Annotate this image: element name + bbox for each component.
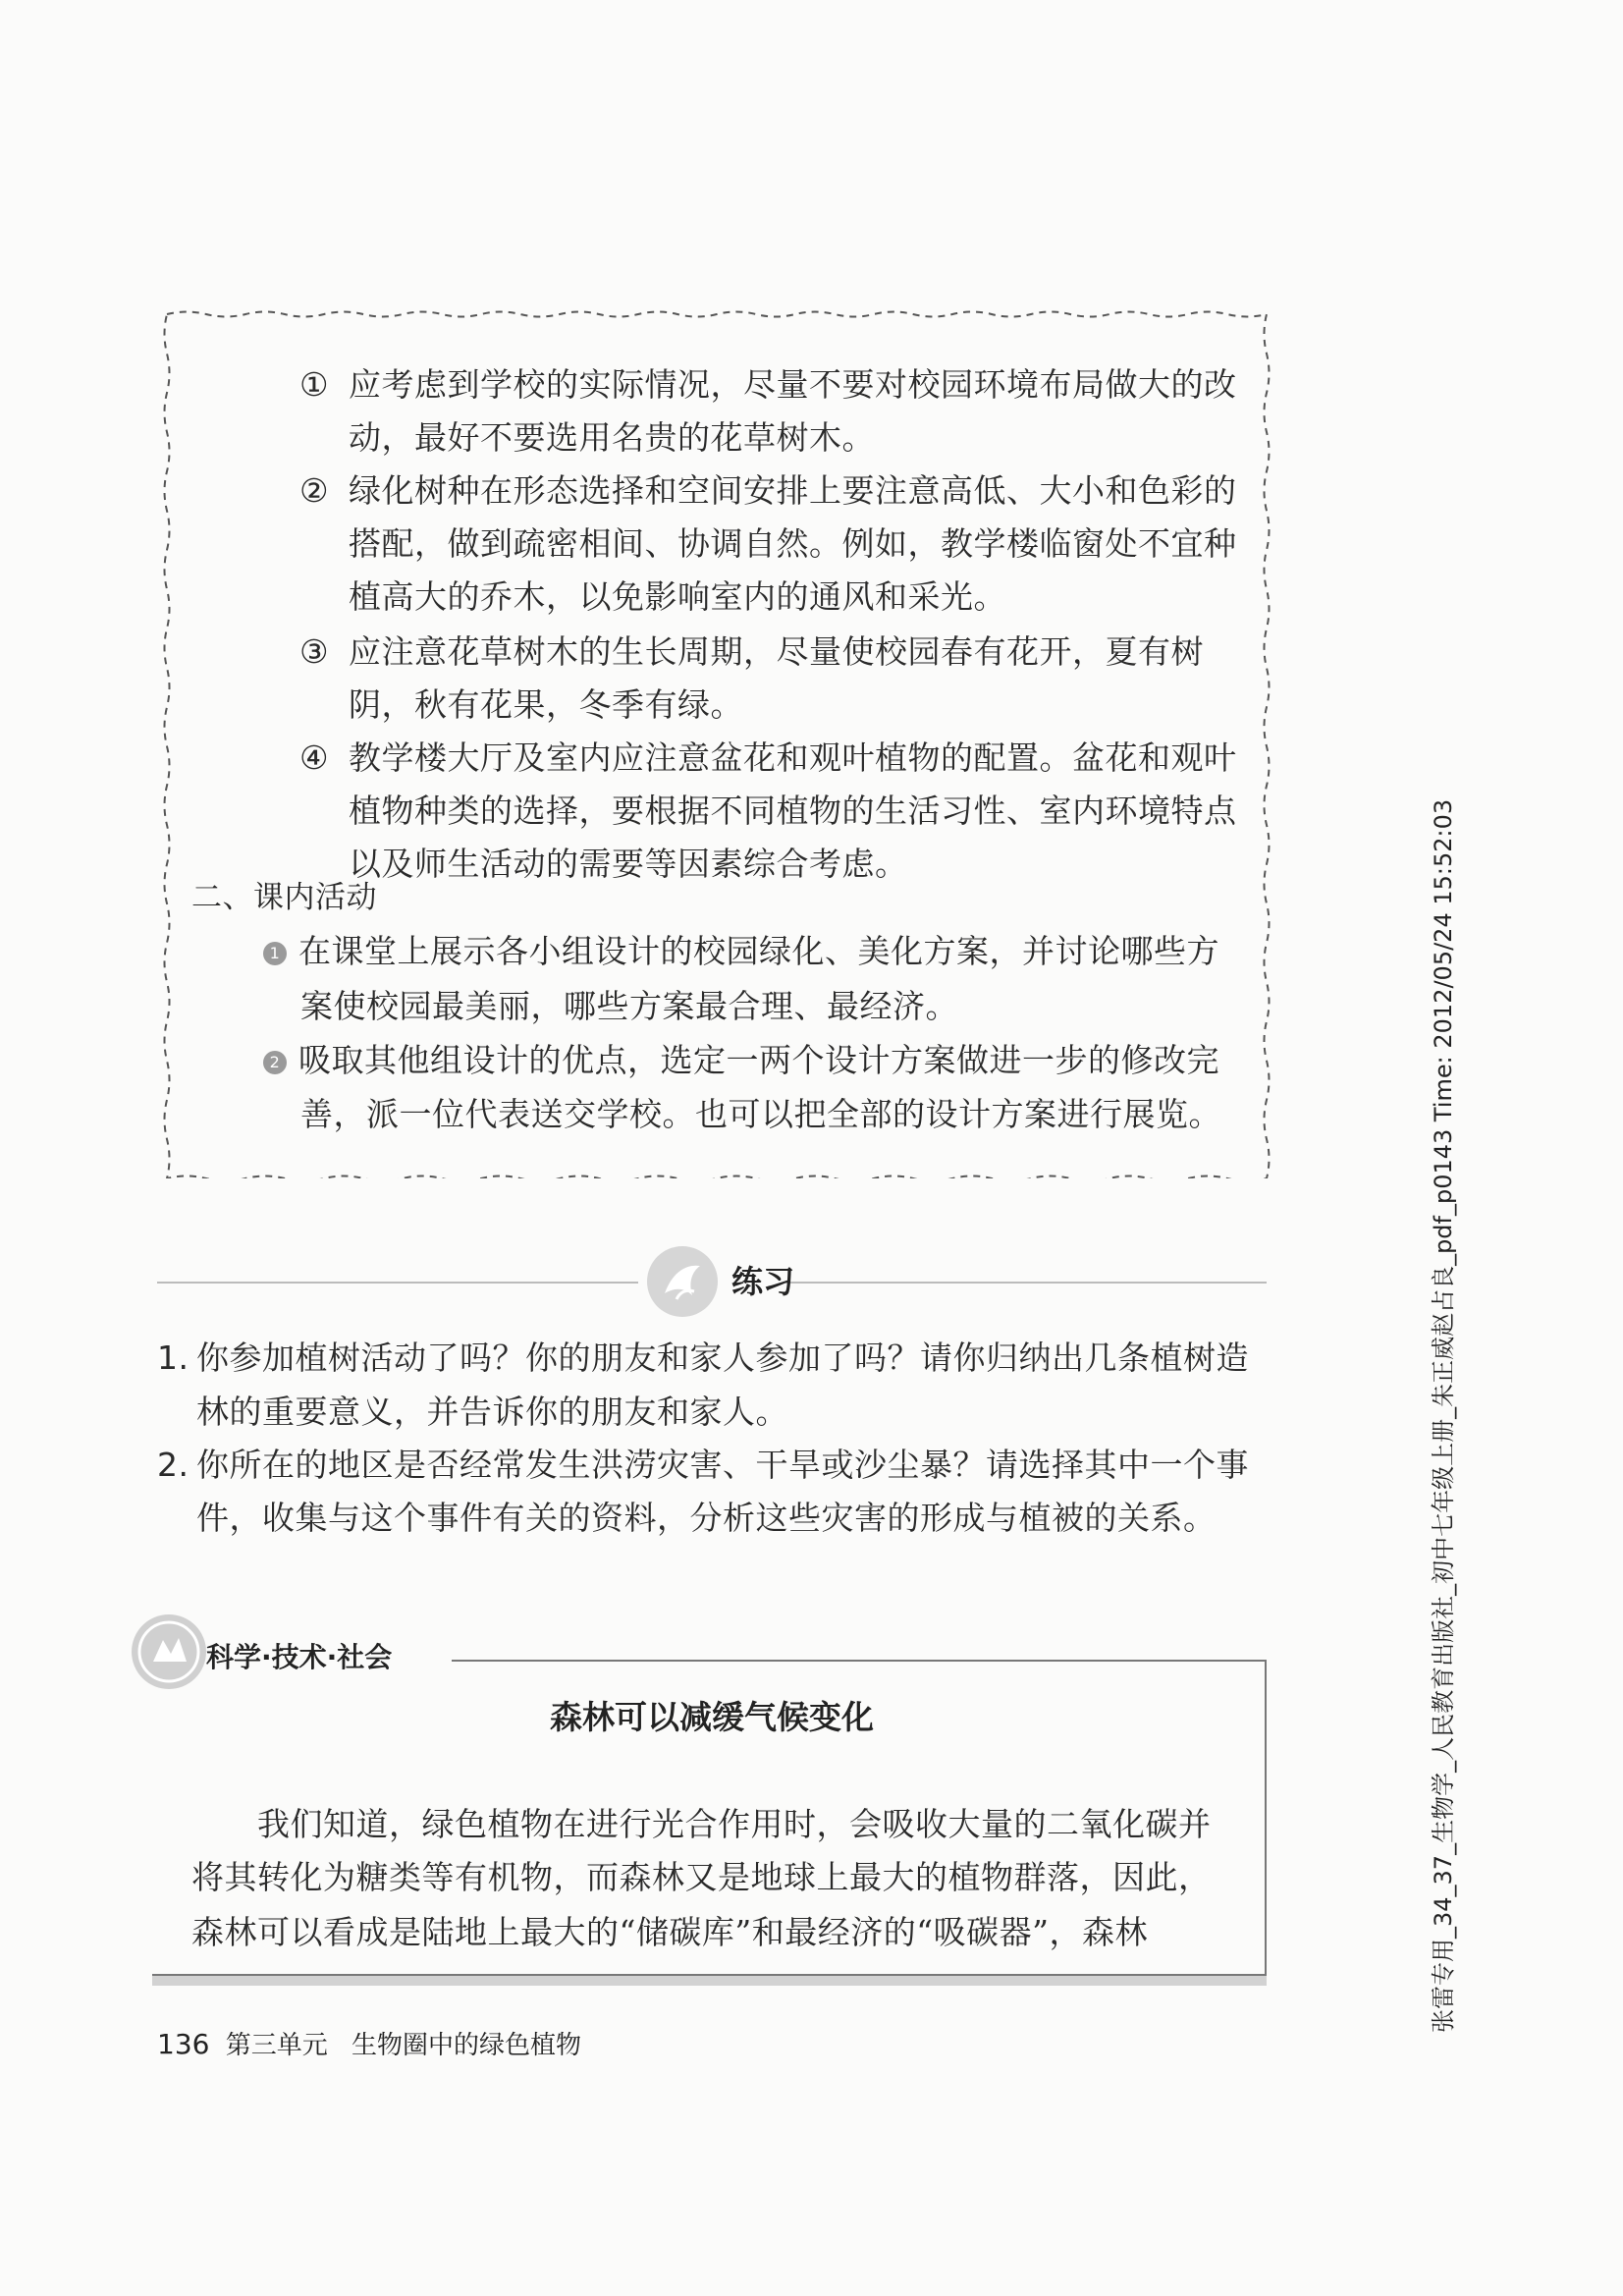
activity-item-2-line-2: 善，派一位代表送交学校。也可以把全部的设计方案进行展览。 — [300, 1095, 1221, 1133]
unit-label: 第三单元 — [225, 2031, 328, 2060]
exercise-item-2-line-1: 2. 你所在的地区是否经常发生洪涝灾害、干旱或沙尘暴？请选择其中一个事 — [157, 1444, 1249, 1487]
page-number: 136 — [157, 2028, 210, 2060]
sts-paragraph-line-2: 将其转化为糖类等有机物，而森林又是地球上最大的植物群落，因此， — [191, 1858, 1212, 1896]
guideline-item-1-line-1: ① 应考虑到学校的实际情况，尽量不要对校园环境布局做大的改 — [299, 363, 1237, 407]
number-bullet: 2 — [263, 1051, 287, 1074]
guideline-item-2-line-2: 搭配，做到疏密相间、协调自然。例如，教学楼临窗处不宜种 — [349, 524, 1237, 563]
exercise-title: 练习 — [731, 1263, 795, 1300]
guideline-marker: ④ — [299, 738, 330, 777]
guideline-item-2-line-1: ② 绿化树种在形态选择和空间安排上要注意高低、大小和色彩的 — [299, 469, 1237, 513]
guideline-item-3-line-1: ③ 应注意花草树木的生长周期，尽量使校园春有花开，夏有树 — [299, 630, 1204, 674]
exercise-number: 1. — [157, 1339, 189, 1377]
guideline-item-3-line-2: 阴，秋有花果，冬季有绿。 — [349, 685, 743, 724]
exercise-item-2-line-2: 件，收集与这个事件有关的资料，分析这些灾害的形成与植被的关系。 — [196, 1499, 1217, 1537]
sts-section-icon — [128, 1611, 210, 1693]
exercise-number: 2. — [157, 1446, 189, 1484]
exercise-item-1-line-2: 林的重要意义，并告诉你的朋友和家人。 — [196, 1393, 788, 1431]
sts-paragraph-line-3: 森林可以看成是陆地上最大的“储碳库”和最经济的“吸碳器”，森林 — [191, 1913, 1148, 1951]
activity-item-1-line-1: 1 在课堂上展示各小组设计的校园绿化、美化方案，并讨论哪些方 — [263, 930, 1219, 973]
activity-heading: 二、课内活动 — [191, 880, 377, 915]
guideline-item-4-line-3: 以及师生活动的需要等因素综合考虑。 — [349, 845, 908, 883]
guideline-marker: ① — [299, 365, 330, 404]
guideline-marker: ② — [299, 471, 330, 510]
chapter-label: 生物圈中的绿色植物 — [352, 2031, 582, 2060]
exercise-rule-right — [785, 1282, 1267, 1284]
guideline-item-4-line-2: 植物种类的选择，要根据不同植物的生活习性、室内环境特点 — [349, 792, 1237, 830]
exercise-rule-left — [157, 1282, 638, 1284]
page-footer — [157, 2027, 581, 2063]
scan-side-note: 张雷专用_34_37_生物学_人民教育出版社_初中七年级上册_朱正威赵占良_pdf_p0143 Time: 2012/05/24 15:52:03 — [1430, 798, 1457, 2033]
sts-top-rule — [452, 1660, 1267, 1662]
sts-section-label: 科学·技术·社会 — [206, 1641, 393, 1673]
guideline-item-1-line-2: 动，最好不要选用名贵的花草树木。 — [349, 418, 875, 457]
sts-article-title: 森林可以减缓气候变化 — [550, 1698, 874, 1736]
activity-item-2-line-1: 2 吸取其他组设计的优点，选定一两个设计方案做进一步的修改完 — [263, 1039, 1219, 1082]
activity-item-1-line-2: 案使校园最美丽，哪些方案最合理、最经济。 — [300, 987, 958, 1025]
guideline-marker: ③ — [299, 632, 330, 671]
guideline-item-4-line-1: ④ 教学楼大厅及室内应注意盆花和观叶植物的配置。盆花和观叶 — [299, 737, 1237, 780]
sts-paragraph-line-1: 我们知道，绿色植物在进行光合作用时，会吸收大量的二氧化碳并 — [257, 1805, 1212, 1843]
guideline-item-2-line-3: 植高大的乔木，以免影响室内的通风和采光。 — [349, 577, 1006, 616]
exercise-icon — [643, 1242, 722, 1321]
number-bullet: 1 — [263, 942, 287, 965]
sts-bottom-bar — [152, 1974, 1267, 1986]
exercise-item-1-line-1: 1. 你参加植树活动了吗？你的朋友和家人参加了吗？请你归纳出几条植树造 — [157, 1337, 1249, 1380]
